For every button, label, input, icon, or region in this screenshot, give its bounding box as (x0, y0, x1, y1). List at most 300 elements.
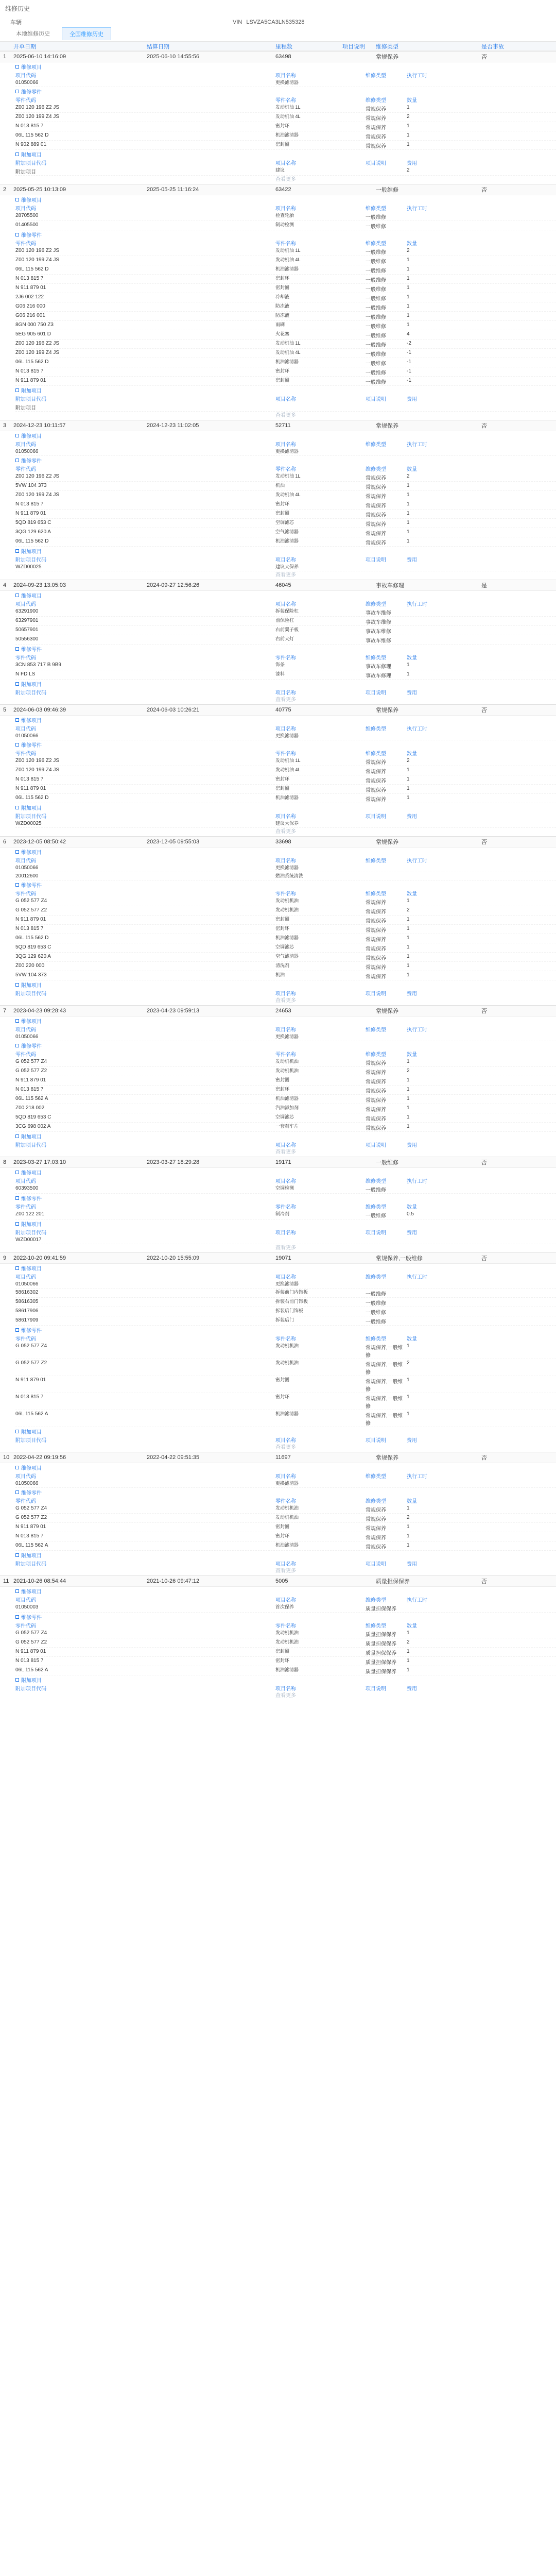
square-icon (15, 1490, 19, 1494)
record-row[interactable] (0, 1452, 556, 1463)
hdr-extra-code: 附加项目代码 (15, 396, 46, 402)
record-mileage: 33698 (275, 839, 291, 845)
record-mileage: 40775 (275, 707, 291, 713)
item-name: 右前翼子板 (275, 627, 299, 632)
record-no: 11 (3, 1578, 9, 1584)
part-type: 常规保养 (366, 909, 386, 915)
part-name: 密封圈 (275, 511, 290, 516)
part-row (15, 1123, 556, 1132)
expand-more-link[interactable]: 查看更多 (275, 1149, 296, 1155)
record-accident: 否 (481, 1256, 487, 1262)
part-code: N 013 815 7 (15, 123, 44, 129)
part-code: G06 216 000 (15, 303, 45, 309)
hdr-item-name: 项目名称 (275, 690, 296, 696)
parts-label: 维修零件 (21, 883, 42, 889)
item-name: 右前大灯 (275, 636, 294, 641)
square-icon (15, 1222, 19, 1226)
record-row[interactable] (0, 1252, 556, 1264)
part-qty: 1 (407, 954, 410, 959)
work-item-row (15, 221, 556, 230)
part-code: 06L 115 562 D (15, 359, 49, 365)
part-qty: 1 (407, 1077, 410, 1083)
square-icon (15, 459, 19, 462)
extra-title (15, 803, 556, 811)
extra-row (15, 402, 556, 412)
item-type: 事故车维修 (366, 629, 391, 635)
hdr-part-code: 零件代码 (15, 1623, 36, 1629)
extra-label: 附加项目 (21, 388, 42, 394)
parts-title (15, 1488, 556, 1496)
part-name: 发动机油 4L (275, 767, 301, 772)
extra-code: 附加项目 (15, 170, 36, 175)
part-name: 空调滤芯 (275, 520, 294, 525)
part-type: 常规保养,一般维修 (366, 1379, 403, 1393)
part-code: 5VW 104 373 (15, 483, 47, 488)
extra-header (15, 688, 556, 696)
expand-more-link[interactable]: 查看更多 (275, 177, 296, 182)
part-qty: 1 (407, 1096, 410, 1101)
part-code: 06L 115 562 D (15, 266, 49, 272)
square-icon (15, 1019, 19, 1023)
expand-more-link[interactable]: 查看更多 (275, 829, 296, 835)
part-code: 3CN 853 717 B 9B9 (15, 662, 61, 668)
hdr-item-name: 项目名称 (275, 73, 296, 79)
work-items-header (15, 1025, 556, 1033)
part-qty: 1 (407, 294, 410, 300)
record-mileage: 24653 (275, 1008, 291, 1014)
part-qty: 1 (407, 501, 410, 507)
part-name: 密封圈 (275, 1524, 290, 1529)
part-row (15, 766, 556, 775)
part-type: 常规保养 (366, 1126, 386, 1131)
item-code: 01050066 (15, 733, 39, 739)
record-row[interactable] (0, 836, 556, 848)
part-type: 常规保养 (366, 1061, 386, 1066)
hdr-item-name: 项目名称 (275, 1686, 296, 1692)
hdr-part-name: 零件名称 (275, 97, 296, 104)
square-icon (15, 806, 19, 809)
hdr-qty: 数量 (407, 1498, 417, 1504)
part-row (15, 943, 556, 953)
hdr-type: 维修类型 (366, 442, 386, 448)
record-row[interactable] (0, 51, 556, 62)
part-row (15, 1504, 556, 1514)
part-type: 常规保养 (366, 494, 386, 500)
part-name: 密封圈 (275, 285, 290, 290)
part-type: 常规保养 (366, 956, 386, 961)
part-name: 发动机油 1L (275, 341, 301, 346)
part-name: 机油滤清器 (275, 1667, 299, 1672)
record-block (0, 1157, 556, 1252)
part-type: 常规保养 (366, 900, 386, 906)
work-items-header (15, 724, 556, 732)
part-qty: 1 (407, 926, 410, 931)
expand-more-link[interactable]: 查看更多 (275, 998, 296, 1004)
part-type: 常规保养 (366, 1545, 386, 1550)
work-item-row (15, 1298, 556, 1307)
hdr-cost: 费用 (407, 991, 417, 997)
item-type: 一般维修 (366, 1301, 386, 1307)
part-code: 5QD 819 653 C (15, 1114, 51, 1120)
part-qty: 1 (407, 795, 410, 801)
extra-header (15, 989, 556, 997)
work-items-label: 维修项目 (21, 1465, 42, 1471)
hdr-part-name: 零件名称 (275, 1336, 296, 1342)
part-type: 质量担保保养 (366, 1669, 396, 1675)
expand-more-link[interactable]: 查看更多 (275, 1693, 296, 1699)
item-name: 拆装后门饰板 (275, 1308, 304, 1313)
record-row[interactable] (0, 1005, 556, 1016)
hdr-extra-code: 附加项目代码 (15, 991, 46, 997)
part-qty: 1 (407, 1649, 410, 1654)
part-name: 发动机油 4L (275, 257, 301, 262)
part-type: 一般维修 (366, 1213, 386, 1219)
part-qty: 1 (407, 483, 410, 488)
part-code: Z00 120 199 Z4 JS (15, 767, 60, 773)
part-name: 发动机机油 (275, 1639, 299, 1645)
record-settle-date: 2021-10-26 09:47:12 (147, 1578, 200, 1584)
part-code: 3CG 698 002 A (15, 1124, 51, 1129)
part-type: 常规保养 (366, 144, 386, 149)
record-settle-date: 2024-09-27 12:56:26 (147, 582, 200, 588)
part-qty: 1 (407, 1105, 410, 1111)
page-title: 维修历史 (5, 5, 30, 12)
record-type: 常规保养 (376, 839, 398, 845)
hdr-qty: 数量 (407, 1204, 417, 1210)
part-code: Z00 220 000 (15, 963, 45, 969)
parts-label: 维修零件 (21, 89, 42, 95)
hdr-type: 维修类型 (366, 655, 386, 661)
record-block (0, 580, 556, 704)
part-code: Z00 120 199 Z4 JS (15, 492, 60, 498)
part-row (15, 284, 556, 293)
record-open-date: 2022-04-22 09:19:56 (13, 1454, 66, 1461)
hdr-hours: 执行工时 (407, 206, 427, 212)
vin-value: LSVZA5CA3LN535328 (246, 19, 305, 25)
hdr-part-code: 零件代码 (15, 1336, 36, 1342)
part-name: 密封圈 (275, 1077, 290, 1082)
extra-title (15, 980, 556, 989)
item-code: 58616305 (15, 1299, 39, 1304)
hdr-cost: 费用 (407, 690, 417, 696)
hdr-item-name: 项目名称 (275, 858, 296, 864)
record-mileage: 52711 (275, 422, 291, 429)
hdr-cost: 费用 (407, 557, 417, 563)
expand-more-link[interactable]: 查看更多 (275, 413, 296, 418)
part-row (15, 340, 556, 349)
work-items-title (15, 1016, 556, 1025)
part-name: 发动机油 4L (275, 114, 301, 119)
item-type: 事故车维修 (366, 638, 391, 644)
hdr-note: 项目说明 (366, 1561, 386, 1567)
part-code: N 911 879 01 (15, 378, 46, 383)
part-row (15, 1638, 556, 1648)
part-code: 5EG 905 601 D (15, 331, 51, 337)
part-code: N 013 815 7 (15, 926, 44, 931)
part-qty: 1 (407, 303, 410, 309)
col-type: 维修类型 (376, 43, 398, 50)
square-icon (15, 1266, 19, 1270)
item-name: 拆装前门内饰板 (275, 1290, 308, 1295)
work-items-title (15, 848, 556, 856)
record-accident: 否 (481, 707, 487, 714)
part-type: 常规保养 (366, 1507, 386, 1513)
part-code: G 052 577 Z2 (15, 907, 47, 913)
record-settle-date: 2023-03-27 18:29:28 (147, 1159, 200, 1165)
extra-label: 附加项目 (21, 152, 42, 158)
part-name: 发动机机油 (275, 907, 299, 912)
record-mileage: 11697 (275, 1454, 291, 1461)
extra-label: 附加项目 (21, 1134, 42, 1140)
record-block (0, 1252, 556, 1452)
part-code: Z00 120 196 Z2 JS (15, 473, 60, 479)
extra-title (15, 680, 556, 688)
record-type: 常规保养,一般维修 (376, 1256, 423, 1262)
part-qty: -2 (407, 341, 411, 346)
extra-label: 附加项目 (21, 682, 42, 688)
item-code: 01050066 (15, 1481, 39, 1486)
record-row[interactable] (0, 1575, 556, 1587)
expand-more-link[interactable]: 查看更多 (275, 1245, 296, 1251)
part-row (15, 1104, 556, 1113)
part-row (15, 962, 556, 971)
part-type: 常规保养 (366, 778, 386, 784)
work-items-label: 维修项目 (21, 1589, 42, 1595)
part-name: 密封环 (275, 926, 290, 931)
hdr-cost: 费用 (407, 814, 417, 820)
record-accident: 否 (481, 1579, 487, 1585)
record-detail (0, 1264, 556, 1452)
tab-bar (0, 28, 556, 40)
part-code: N 911 879 01 (15, 917, 46, 922)
part-code: 2J6 002 122 (15, 294, 44, 300)
extra-code: WZD00025 (15, 821, 42, 826)
work-items-label: 维修项目 (21, 850, 42, 856)
extra-row (15, 820, 556, 828)
part-type: 常规保养 (366, 1517, 386, 1522)
hdr-type: 维修类型 (366, 726, 386, 732)
work-item-row (15, 617, 556, 626)
hdr-item-name: 项目名称 (275, 160, 296, 166)
hdr-hours: 执行工时 (407, 1027, 427, 1033)
part-qty: 2 (407, 1068, 410, 1074)
hdr-extra-code: 附加项目代码 (15, 1686, 46, 1692)
expand-more-link[interactable]: 查看更多 (275, 1568, 296, 1574)
part-type: 常规保养 (366, 1089, 386, 1094)
part-row (15, 131, 556, 141)
parts-label: 维修零件 (21, 458, 42, 464)
part-code: N 013 815 7 (15, 1087, 44, 1092)
item-name: 更换滤清器 (275, 733, 299, 738)
part-type: 一般维修 (366, 361, 386, 367)
work-items-header (15, 204, 556, 212)
part-name: 发动机机油 (275, 1515, 299, 1520)
record-settle-date: 2025-06-10 14:55:56 (147, 54, 200, 60)
part-row (15, 897, 556, 906)
part-name: 机油滤清器 (275, 795, 299, 800)
part-row (15, 275, 556, 284)
part-type: 常规保养 (366, 531, 386, 537)
hdr-item-name: 项目名称 (275, 1230, 296, 1236)
expand-more-link[interactable]: 查看更多 (275, 572, 296, 578)
record-accident: 否 (481, 187, 487, 193)
hdr-type: 维修类型 (366, 1027, 386, 1033)
hdr-cost: 费用 (407, 1686, 417, 1692)
parts-header (15, 1202, 556, 1210)
parts-title (15, 740, 556, 749)
parts-title (15, 1041, 556, 1049)
part-qty: 1 (407, 1087, 410, 1092)
part-name: 机油滤清器 (275, 935, 299, 940)
part-qty: 1 (407, 786, 410, 791)
record-row[interactable] (0, 420, 556, 431)
records-container (0, 51, 556, 1700)
part-row (15, 1359, 556, 1376)
tab-local-history[interactable]: 本地维修历史 (16, 31, 50, 37)
parts-label: 维修零件 (21, 1043, 42, 1049)
record-row[interactable] (0, 704, 556, 716)
work-item-row (15, 732, 556, 740)
part-row (15, 358, 556, 367)
part-code: 3QG 129 620 A (15, 529, 51, 535)
part-name: 密封环 (275, 1658, 290, 1663)
hdr-type: 维修类型 (366, 241, 386, 247)
part-code: G 052 577 Z4 (15, 1059, 47, 1064)
part-row (15, 349, 556, 358)
item-code: 58617906 (15, 1308, 39, 1314)
square-icon (15, 198, 19, 201)
part-name: 密封圈 (275, 142, 290, 147)
part-row (15, 1210, 556, 1219)
part-name: 发动机油 1L (275, 248, 301, 253)
page-title-bar (0, 0, 556, 16)
work-items-title (15, 716, 556, 724)
part-name: 密封圈 (275, 786, 290, 791)
part-qty: 1 (407, 266, 410, 272)
square-icon (15, 647, 19, 651)
parts-title (15, 87, 556, 95)
hdr-extra-code: 附加项目代码 (15, 1437, 46, 1444)
square-icon (15, 1328, 19, 1332)
work-item-row (15, 626, 556, 635)
part-row (15, 1541, 556, 1551)
work-item-row (15, 607, 556, 617)
part-type: 常规保养 (366, 503, 386, 509)
record-accident: 是 (481, 583, 487, 589)
part-row (15, 1523, 556, 1532)
hdr-note: 项目说明 (366, 991, 386, 997)
hdr-qty: 数量 (407, 751, 417, 757)
part-type: 一般维修 (366, 324, 386, 330)
parts-label: 维修零件 (21, 1615, 42, 1621)
square-icon (15, 1134, 19, 1138)
item-code: 01050066 (15, 1034, 39, 1040)
record-block (0, 1005, 556, 1157)
record-type: 常规保养 (376, 54, 398, 60)
hdr-item-name: 项目名称 (275, 1178, 296, 1184)
parts-title (15, 645, 556, 653)
parts-label: 维修零件 (21, 1196, 42, 1202)
hdr-cost: 费用 (407, 1142, 417, 1148)
part-type: 一般维修 (366, 380, 386, 385)
work-item-row (15, 635, 556, 645)
square-icon (15, 983, 19, 987)
part-code: N 911 879 01 (15, 1077, 46, 1083)
record-detail (0, 62, 556, 184)
part-qty: 1 (407, 1394, 410, 1400)
part-type: 常规保养 (366, 1535, 386, 1541)
tab-national-history[interactable]: 全国维修历史 (62, 27, 111, 40)
hdr-type: 维修类型 (366, 1052, 386, 1058)
part-row (15, 482, 556, 491)
record-row[interactable] (0, 580, 556, 591)
work-item-row (15, 1307, 556, 1316)
extra-name: 建议 (275, 167, 285, 173)
record-row[interactable] (0, 1157, 556, 1168)
part-name: 密封环 (275, 1087, 290, 1092)
work-items-title (15, 431, 556, 439)
part-code: 06L 115 562 A (15, 1096, 48, 1101)
part-row (15, 1058, 556, 1067)
record-mileage: 19071 (275, 1255, 291, 1261)
record-row[interactable] (0, 184, 556, 195)
part-name: 机油滤清器 (275, 359, 299, 364)
item-code: 63297901 (15, 618, 39, 623)
record-accident: 否 (481, 423, 487, 429)
work-items-header (15, 1595, 556, 1603)
part-qty: 1 (407, 1377, 410, 1383)
part-row (15, 256, 556, 265)
part-name: 发动机油 1L (275, 105, 301, 110)
hdr-qty: 数量 (407, 466, 417, 472)
hdr-item-name: 项目名称 (275, 557, 296, 563)
part-code: N 013 815 7 (15, 501, 44, 507)
expand-more-link[interactable]: 查看更多 (275, 697, 296, 703)
hdr-extra-code: 附加项目代码 (15, 1230, 46, 1236)
part-type: 常规保养 (366, 107, 386, 112)
record-settle-date: 2025-05-25 11:16:24 (147, 187, 199, 193)
part-code: 06L 115 562 A (15, 1543, 48, 1548)
part-code: G 052 577 Z4 (15, 1630, 47, 1636)
part-code: Z00 218 002 (15, 1105, 45, 1111)
part-type: 一般维修 (366, 268, 386, 274)
item-type: 一般维修 (366, 1292, 386, 1297)
hdr-item-name: 项目名称 (275, 1142, 296, 1148)
extra-title (15, 1219, 556, 1228)
hdr-type: 维修类型 (366, 466, 386, 472)
work-items-header (15, 1272, 556, 1280)
part-type: 常规保养 (366, 928, 386, 934)
hdr-code: 项目代码 (15, 73, 36, 79)
part-type: 事故车修理 (366, 673, 391, 679)
part-type: 一般维修 (366, 250, 386, 256)
work-item-row (15, 212, 556, 221)
item-code: 50556300 (15, 636, 39, 642)
square-icon (15, 743, 19, 747)
parts-label: 维修零件 (21, 1328, 42, 1334)
work-item-row (15, 872, 556, 880)
hdr-part-code: 零件代码 (15, 241, 36, 247)
part-name: 密封圈 (275, 1649, 290, 1654)
record-block (0, 51, 556, 184)
item-name: 空调检测 (275, 1185, 294, 1191)
expand-more-link[interactable]: 查看更多 (275, 1445, 296, 1450)
work-items-title (15, 195, 556, 204)
col-mileage: 里程数 (275, 43, 292, 50)
part-row (15, 377, 556, 386)
square-icon (15, 549, 19, 553)
hdr-part-code: 零件代码 (15, 655, 36, 661)
